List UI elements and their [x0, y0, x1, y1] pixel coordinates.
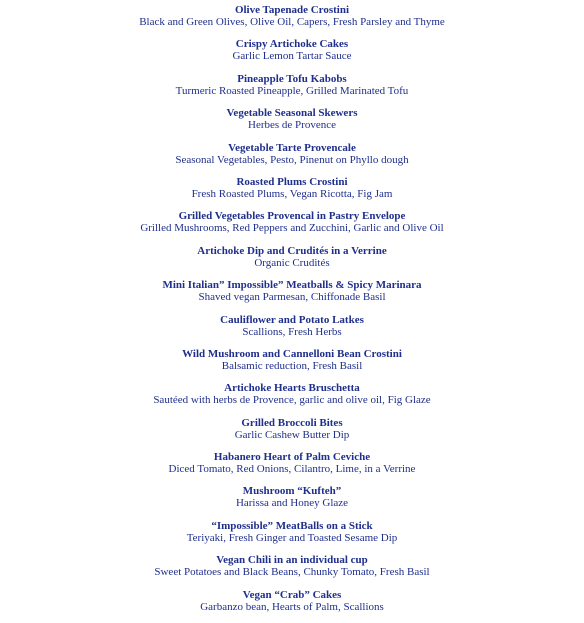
menu-item [0, 279, 584, 313]
menu-item-name: Vegetable Seasonal Skewers [226, 107, 358, 120]
menu-item-description: Balsamic reduction, Fresh Basil [221, 359, 363, 372]
menu-item-name: Wild Mushroom and Cannelloni Bean Crostini [182, 347, 402, 360]
menu-item-name: Mini Italian” Impossible” Meatballs & Spicy Marinara [162, 279, 422, 292]
menu-item-name: Pineapple Tofu Kabobs [237, 72, 347, 85]
menu-item-name: Vegetable Tarte Provencale [228, 141, 356, 154]
menu-item [0, 210, 584, 244]
menu-item [0, 485, 584, 519]
menu-item-description: Black and Green Olives, Olive Oil, Capers, Fresh Parsley and Thyme [139, 16, 445, 28]
menu-item-name: “Impossible” MeatBalls on a Stick [211, 519, 373, 532]
menu-item [0, 417, 584, 451]
menu-item-description: Sweet Potatoes and Black Beans, Chunky Tomato, Fresh Basil [154, 566, 430, 579]
menu-item-description: Turmeric Roasted Pineapple, Grilled Marinated Tofu [175, 84, 409, 97]
menu-item-description: Organic Crudités [254, 256, 330, 269]
menu-item-description: Garlic Lemon Tartar Sauce [232, 50, 352, 63]
menu-item [0, 348, 584, 382]
menu-item-description: Teriyaki, Fresh Ginger and Toasted Sesame Dip [186, 531, 398, 544]
menu-item [0, 554, 584, 588]
menu-item-description: Garbanzo bean, Hearts of Palm, Scallions [200, 600, 384, 613]
menu-item-name: Artichoke Dip and Crudités in a Verrine [197, 244, 387, 257]
menu-item-name: Habanero Heart of Palm Ceviche [213, 451, 371, 464]
menu-item [0, 73, 584, 107]
menu-item [0, 38, 584, 72]
menu-item-description: Scallions, Fresh Herbs [242, 325, 342, 338]
menu-item-name: Artichoke Hearts Bruschetta [224, 382, 360, 395]
menu-item-name: Grilled Vegetables Provencal in Pastry Envelope [178, 210, 406, 223]
menu-item-description: Garlic Cashew Butter Dip [234, 428, 350, 441]
menu-item-name: Roasted Plums Crostini [236, 175, 348, 188]
menu-item [0, 382, 584, 416]
menu-item [0, 4, 584, 38]
menu-item-name: Cauliflower and Potato Latkes [220, 313, 364, 326]
menu-item-name: Vegan “Crab” Cakes [242, 588, 342, 601]
menu-item-description: Diced Tomato, Red Onions, Cilantro, Lime, in a Verrine [168, 463, 416, 476]
menu-item [0, 589, 584, 623]
menu-item-description: Fresh Roasted Plums, Vegan Ricotta, Fig Jam [191, 187, 393, 200]
menu-item-description: Grilled Mushrooms, Red Peppers and Zucchini, Garlic and Olive Oil [140, 222, 444, 235]
menu-item-description: Shaved vegan Parmesan, Chiffonade Basil [198, 291, 386, 304]
menu-item-name: Mushroom “Kufteh” [242, 485, 342, 498]
menu-item [0, 107, 584, 141]
menu-item-description: Herbes de Provence [248, 119, 336, 132]
menu-item [0, 176, 584, 210]
menu-item-description: Harissa and Honey Glaze [235, 497, 349, 510]
menu-item [0, 245, 584, 279]
menu-item-description: Seasonal Vegetables, Pesto, Pinenut on Phyllo dough [175, 153, 409, 166]
menu-item [0, 142, 584, 176]
menu-item [0, 520, 584, 554]
menu-item-name: Olive Tapenade Crostini [234, 4, 350, 16]
menu-item [0, 451, 584, 485]
menu-item-name: Vegan Chili in an individual cup [216, 554, 368, 567]
menu-item-description: Sautéed with herbs de Provence, garlic and olive oil, Fig Glaze [153, 394, 431, 407]
menu-item-name: Grilled Broccoli Bites [241, 416, 343, 429]
menu-item-name: Crispy Artichoke Cakes [235, 38, 349, 51]
menu-item [0, 314, 584, 348]
